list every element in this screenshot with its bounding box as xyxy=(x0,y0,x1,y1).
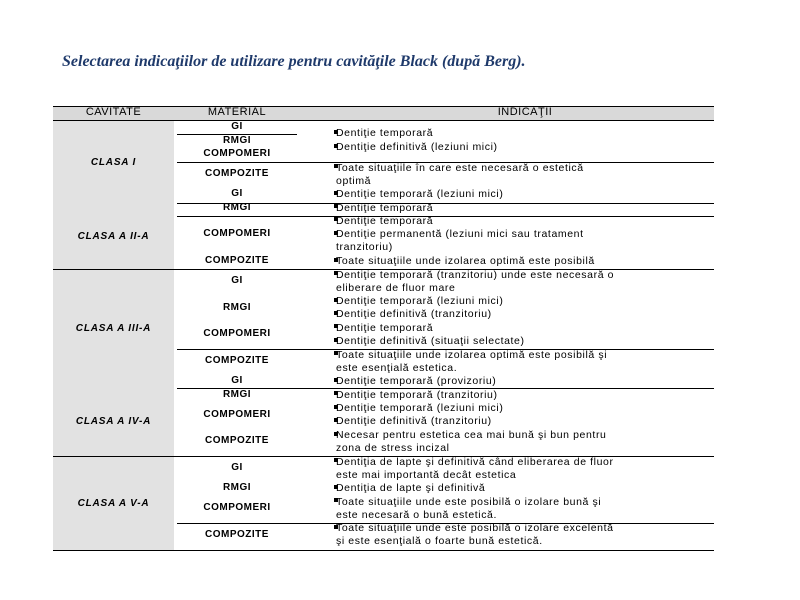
indications-table xyxy=(53,106,714,551)
indication-text: Dentiţie definitivă (leziuni mici) xyxy=(336,141,498,153)
material-cell: COMPOZITE xyxy=(205,355,269,366)
indication-text: zona de stress incizal xyxy=(336,442,450,454)
page-title: Selectarea indicaţiilor de utilizare pentru cavităţile Black (după Berg). xyxy=(62,53,526,70)
material-cell: COMPOZITE xyxy=(205,255,269,266)
header-indicatii: INDICAŢII xyxy=(497,106,553,118)
material-cell: COMPOZITE xyxy=(205,435,269,446)
indication-text: Necesar pentru estetica cea mai bună şi bun pentru xyxy=(336,429,607,441)
indication-text: este esenţială estetica. xyxy=(336,362,458,374)
header-cavitate: CAVITATE xyxy=(85,106,142,118)
material-cell: RMGI xyxy=(222,482,252,493)
indication-text: Dentiţie temporară (tranzitoriu) xyxy=(336,389,498,401)
indication-text: Dentiţie temporară xyxy=(336,127,434,139)
material-cell: GI xyxy=(231,375,243,386)
material-cell: COMPOZITE xyxy=(205,529,269,540)
indication-text: Dentiţie temporară (leziuni mici) xyxy=(336,188,504,200)
indication-text: Dentiţia de lapte şi definitivă xyxy=(336,482,486,494)
indication-text: Dentiţia de lapte şi definitivă când eliberarea de fluor xyxy=(336,456,614,468)
indication-text: optimă xyxy=(336,175,372,187)
material-cell: GI xyxy=(231,275,243,286)
indication-text: este necesară o bună estetică. xyxy=(336,509,498,521)
material-cell: GI xyxy=(231,121,243,132)
indication-text: este mai importantă decât estetica xyxy=(336,469,517,481)
indication-text: Dentiţie definitivă (tranzitoriu) xyxy=(336,308,492,320)
material-cell: COMPOMERI xyxy=(203,228,271,239)
indication-text: tranzitoriu) xyxy=(336,241,393,253)
indication-text: Dentiţie definitivă (tranzitoriu) xyxy=(336,415,492,427)
indication-text: Toate situaţiile în care este necesară o estetică xyxy=(336,162,584,174)
rule-line xyxy=(177,216,714,217)
indication-text: Dentiţie temporară xyxy=(336,202,434,214)
material-cell: GI xyxy=(231,462,243,473)
material-cell: RMGI xyxy=(222,135,252,146)
indication-text: Dentiţie temporară (provizoriu) xyxy=(336,375,497,387)
material-cell: COMPOMERI xyxy=(203,328,271,339)
material-cell: RMGI xyxy=(222,389,252,400)
cavity-cell-clasa-5: CLASA A V-A xyxy=(53,455,174,551)
material-cell: COMPOZITE xyxy=(205,168,269,179)
material-cell: COMPOMERI xyxy=(203,409,271,420)
material-cell: COMPOMERI xyxy=(203,148,271,159)
indication-text: Toate situaţiile unde este posibilă o izolare excelentă xyxy=(336,522,614,534)
indication-text: Dentiţie temporară xyxy=(336,215,434,227)
cavity-cell-clasa-2: CLASA A II-A xyxy=(53,204,174,269)
cavity-cell-clasa-4: CLASA A IV-A xyxy=(53,387,174,455)
indication-text: Dentiţie definitivă (situaţii selectate) xyxy=(336,335,525,347)
material-cell: COMPOMERI xyxy=(203,502,271,513)
indication-text: Dentiţie temporară (leziuni mici) xyxy=(336,402,504,414)
material-cell: RMGI xyxy=(222,302,252,313)
indication-text: Toate situaţiile unde izolarea optimă este posibilă şi xyxy=(336,349,608,361)
indication-text: Dentiţie permanentă (leziuni mici sau tratament xyxy=(336,228,584,240)
header-material: MATERIAL xyxy=(207,106,267,118)
cavity-cell-clasa-3: CLASA A III-A xyxy=(53,269,174,387)
indication-text: Dentiţie temporară xyxy=(336,322,434,334)
material-cell: RMGI xyxy=(222,202,252,213)
indication-text: Toate situaţiile unde izolarea optimă este posibilă xyxy=(336,255,595,267)
material-cell: GI xyxy=(231,188,243,199)
indication-text: eliberare de fluor mare xyxy=(336,282,456,294)
indication-text: Toate situaţiile unde este posibilă o izolare bună şi xyxy=(336,496,602,508)
indication-text: Dentiţie temporară (tranzitoriu) unde este necesară o xyxy=(336,269,615,281)
cavity-cell-clasa-1: CLASA I xyxy=(53,121,174,204)
rule-line xyxy=(53,550,714,551)
indication-text: Dentiţie temporară (leziuni mici) xyxy=(336,295,504,307)
indication-text: şi este esenţială o foarte bună estetică. xyxy=(336,535,543,547)
